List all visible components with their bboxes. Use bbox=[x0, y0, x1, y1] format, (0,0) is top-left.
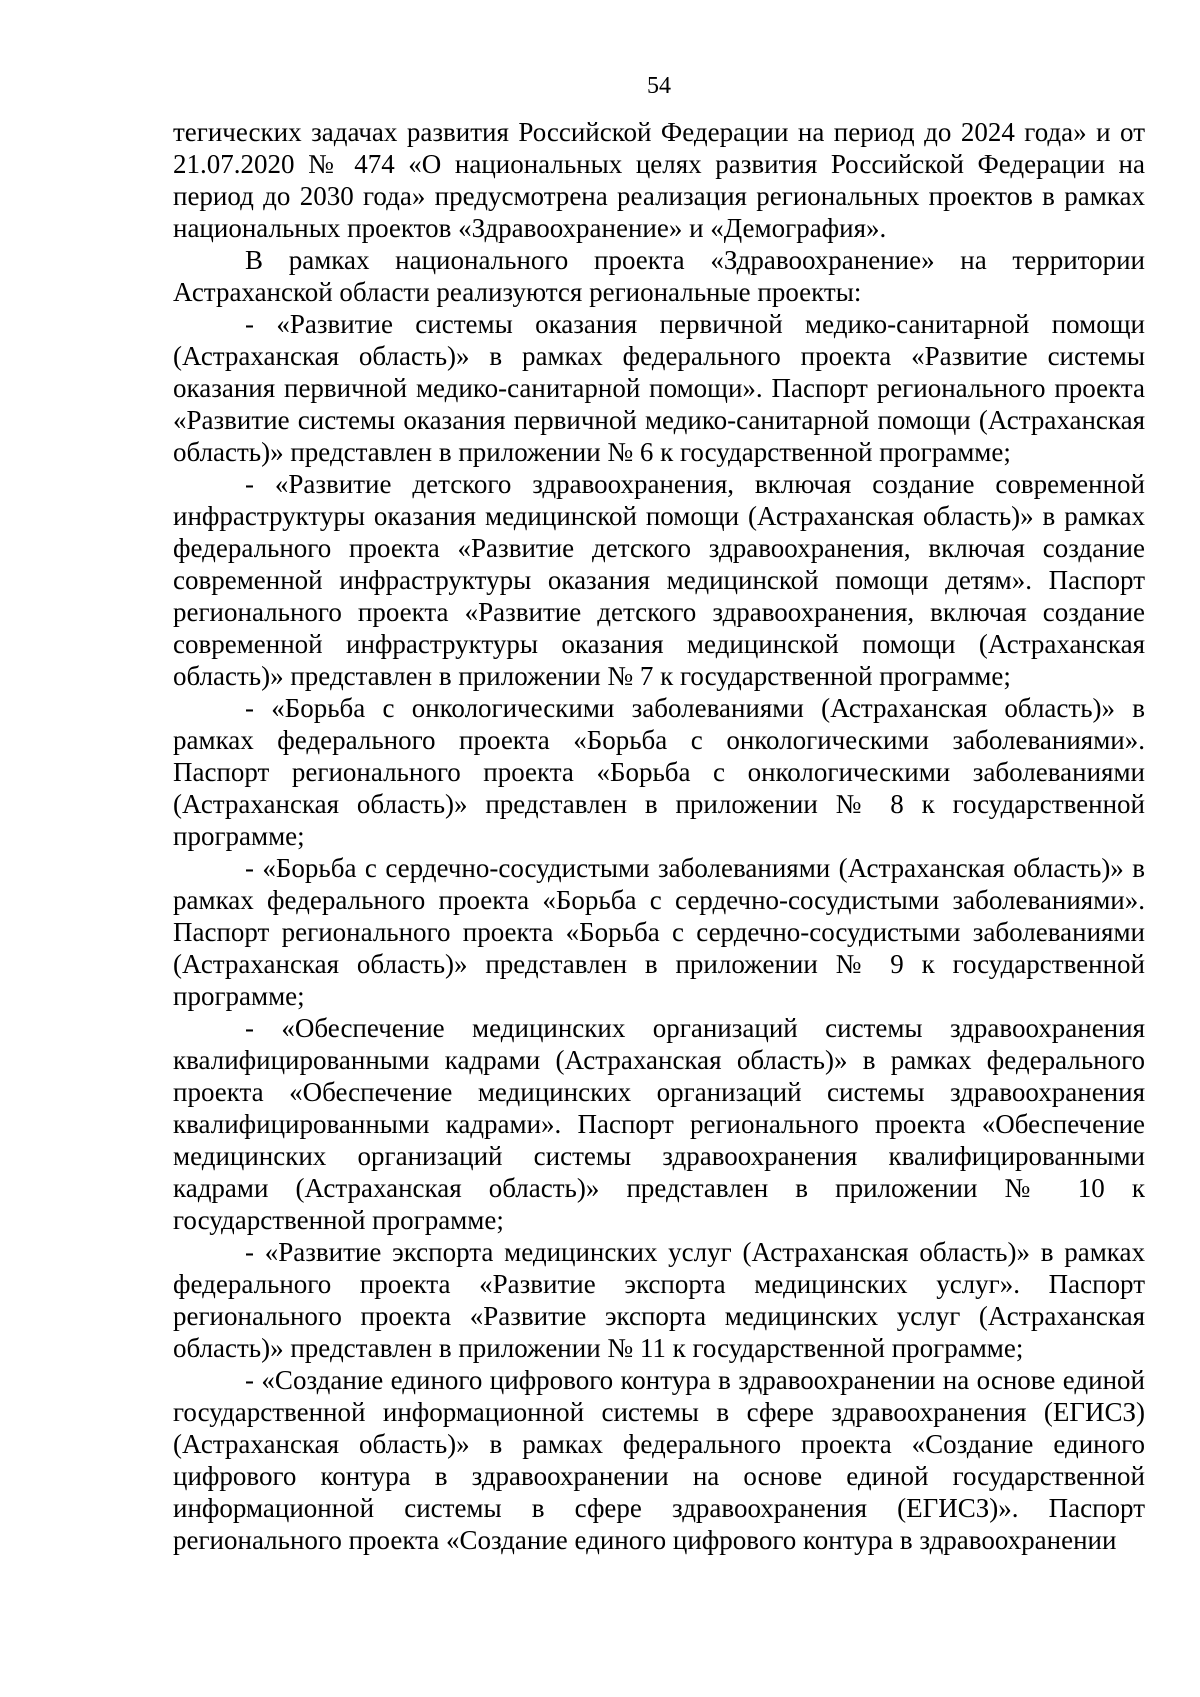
page-number: 54 bbox=[647, 73, 671, 99]
list-item-oncology: - «Борьба с онкологическими заболеваниями (Астраханская область)» в рамках федерального проекта «Борьба с онкологическими заболеваниями». Паспорт регионального проекта «Борьба с онкологическими заболеваниями (Астраханская область)» представлен в приложении № 8 к государственной программе; bbox=[173, 693, 1145, 851]
list-item-medical-export: - «Развитие экспорта медицинских услуг (Астраханская область)» в рамках федерального проекта «Развитие экспорта медицинских услуг». Паспорт регионального проекта «Развитие экспорта медицинских услуг (Астраханская область)» представлен в приложении № 11 к государственной программе; bbox=[173, 1237, 1145, 1363]
paragraph-1: тегических задачах развития Российской Федерации на период до 2024 года» и от 21.07.2020 № 474 «О национальных целях развития Российской Федерации на период до 2030 года» предусмотрена реализация региональных проектов в рамках национальных проектов «Здравоохранение» и «Демография». bbox=[173, 117, 1145, 243]
paragraph-2: В рамках национального проекта «Здравоохранение» на территории Астраханской области реализуются региональные проекты: bbox=[173, 245, 1145, 307]
list-item-primary-care: - «Развитие системы оказания первичной медико-санитарной помощи (Астраханская область)» в рамках федерального проекта «Развитие системы оказания первичной медико-санитарной помощи». Паспорт регионального проекта «Развитие системы оказания первичной медико-санитарной помощи (Астраханская область)» представлен в приложении № 6 к государственной программе; bbox=[173, 309, 1145, 467]
list-item-qualified-staff: - «Обеспечение медицинских организаций системы здравоохранения квалифицированными кадрами (Астраханская область)» в рамках федерального проекта «Обеспечение медицинских организаций системы здравоохранения квалифицированными кадрами». Паспорт регионального проекта «Обеспечение медицинских организаций системы здравоохранения квалифицированными кадрами (Астраханская область)» представлен в приложении № 10 к государственной программе; bbox=[173, 1013, 1145, 1235]
list-item-digital-circuit: - «Создание единого цифрового контура в здравоохранении на основе единой государственной информационной системы в сфере здравоохранения (ЕГИСЗ) (Астраханская область)» в рамках федерального проекта «Создание единого цифрового контура в здравоохранении на основе единой государственной информационной системы в сфере здравоохранения (ЕГИСЗ)». Паспорт регионального проекта «Создание единого цифрового контура в здравоохранении bbox=[173, 1365, 1145, 1555]
list-item-cardiovascular: - «Борьба с сердечно-сосудистыми заболеваниями (Астраханская область)» в рамках федерального проекта «Борьба с сердечно-сосудистыми заболеваниями». Паспорт регионального проекта «Борьба с сердечно-сосудистыми заболеваниями (Астраханская область)» представлен в приложении № 9 к государственной программе; bbox=[173, 853, 1145, 1011]
document-body bbox=[173, 116, 1145, 1556]
list-item-child-healthcare: - «Развитие детского здравоохранения, включая создание современной инфраструктуры оказания медицинской помощи (Астраханская область)» в рамках федерального проекта «Развитие детского здравоохранения, включая создание современной инфраструктуры оказания медицинской помощи детям». Паспорт регионального проекта «Развитие детского здравоохранения, включая создание современной инфраструктуры оказания медицинской помощи (Астраханская область)» представлен в приложении № 7 к государственной программе; bbox=[173, 469, 1145, 691]
